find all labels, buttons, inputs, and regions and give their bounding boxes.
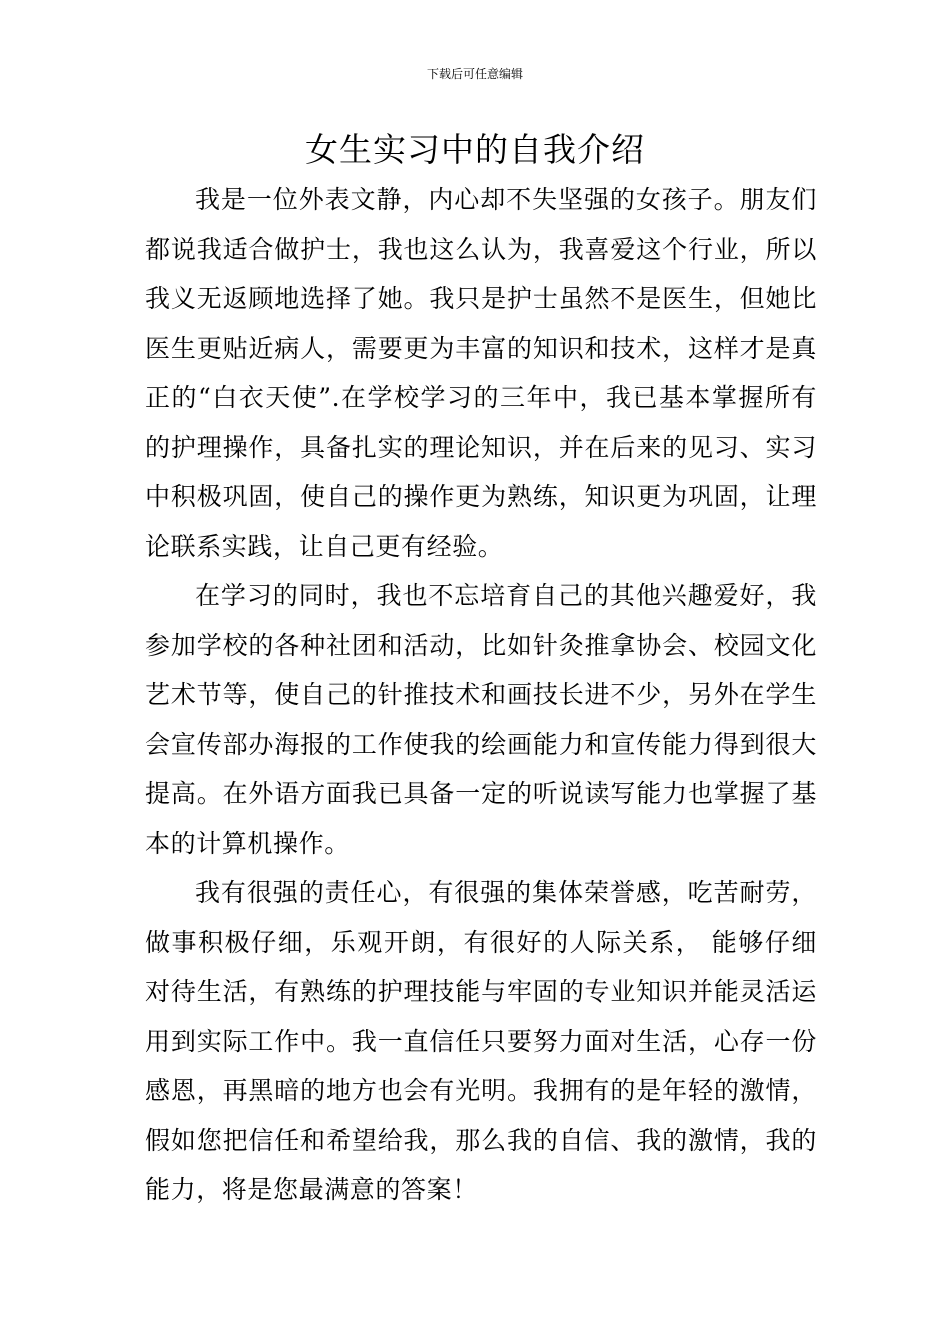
paragraph-2: 在学习的同时，我也不忘培育自己的其他兴趣爱好，我参加学校的各种社团和活动，比如针灸推拿协会、校园文化艺术节等，使自己的针推技术和画技长进不少，另外在学生会宣传部办海报的工作使我的绘画能力和宣传能力得到很大提高。在外语方面我已具备一定的听说读写能力也掌握了基本的计算机操作。 [145,581,817,858]
document-title: 女生实习中的自我介绍 [305,130,645,169]
header-note: 下载后可任意编辑 [426,67,523,81]
paragraph-3: 我有很强的责任心，有很强的集体荣誉感，吃苦耐劳，做事积极仔细，乐观开朗，有很好的人际关系， 能够仔细对待生活，有熟练的护理技能与牢固的专业知识并能灵活运用到实际工作中。我一直信任只要努力面对生活，心存一份感恩，再黑暗的地方也会有光明。我拥有的是年轻的激情，假如您把信任和希望给我，那么我的自信、我的激情，我的能力，将是您最满意的答案！ [145,878,817,1204]
document-body [145,175,817,1215]
paragraph-1: 我是一位外表文静，内心却不失坚强的女孩子。朋友们都说我适合做护士，我也这么认为，我喜爱这个行业，所以我义无返顾地选择了她。我只是护士虽然不是医生，但她比医生更贴近病人，需要更为丰富的知识和技术，这样才是真正的“白衣天使”.在学校学习的三年中，我已基本掌握所有的护理操作，具备扎实的理论知识，并在后来的见习、实习中积极巩固，使自己的操作更为熟练，知识更为巩固，让理论联系实践，让自己更有经验。 [145,185,817,561]
